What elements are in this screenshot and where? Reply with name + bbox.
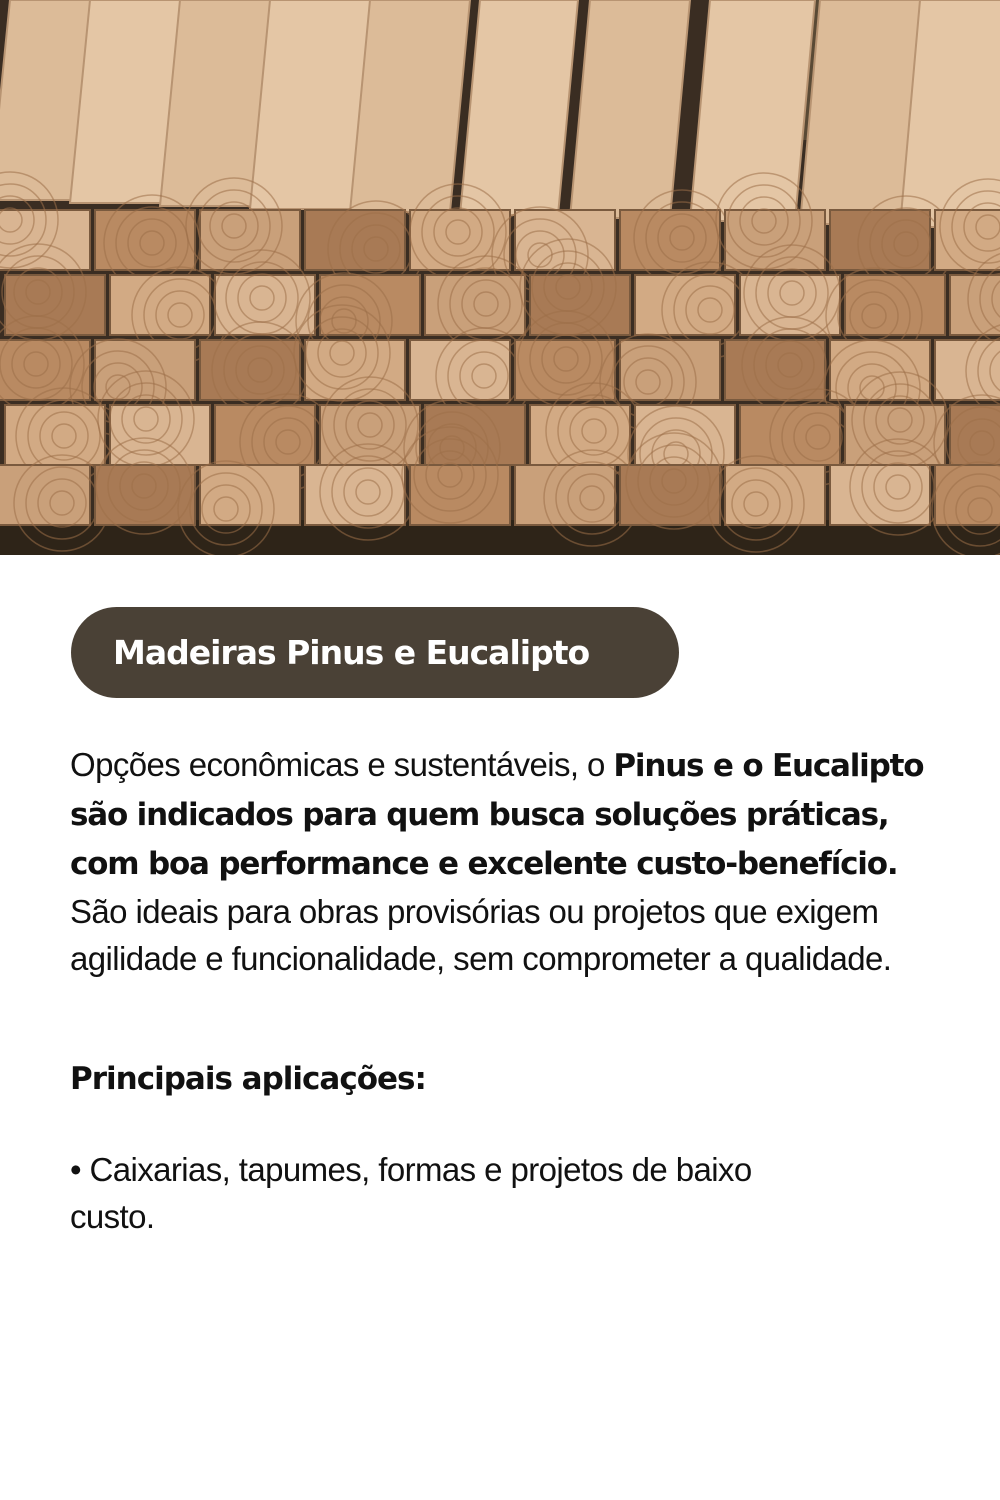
description-highlight: Pinus e o Eucalipto são indicados para quem busca soluções práticas, com boa performance e excelente custo-benefício. [70, 748, 924, 882]
stacked-lumber-icon [0, 0, 1000, 555]
description-rest: São ideais para obras provisórias ou projetos que exigem agilidade e funcionalidade, sem comprometer a qualidade. [70, 893, 892, 977]
lumber-stack-photo [0, 0, 1000, 555]
title-badge [71, 607, 679, 698]
applications-title: Principais aplicações: [70, 1061, 426, 1097]
applications-item: • Caixarias, tapumes, formas e projetos de baixo custo. [70, 1151, 752, 1235]
title-badge-label: Madeiras Pinus e Eucalipto [113, 633, 590, 672]
description-paragraph [70, 741, 950, 982]
description-intro: Opções econômicas e sustentáveis, o [70, 746, 614, 783]
